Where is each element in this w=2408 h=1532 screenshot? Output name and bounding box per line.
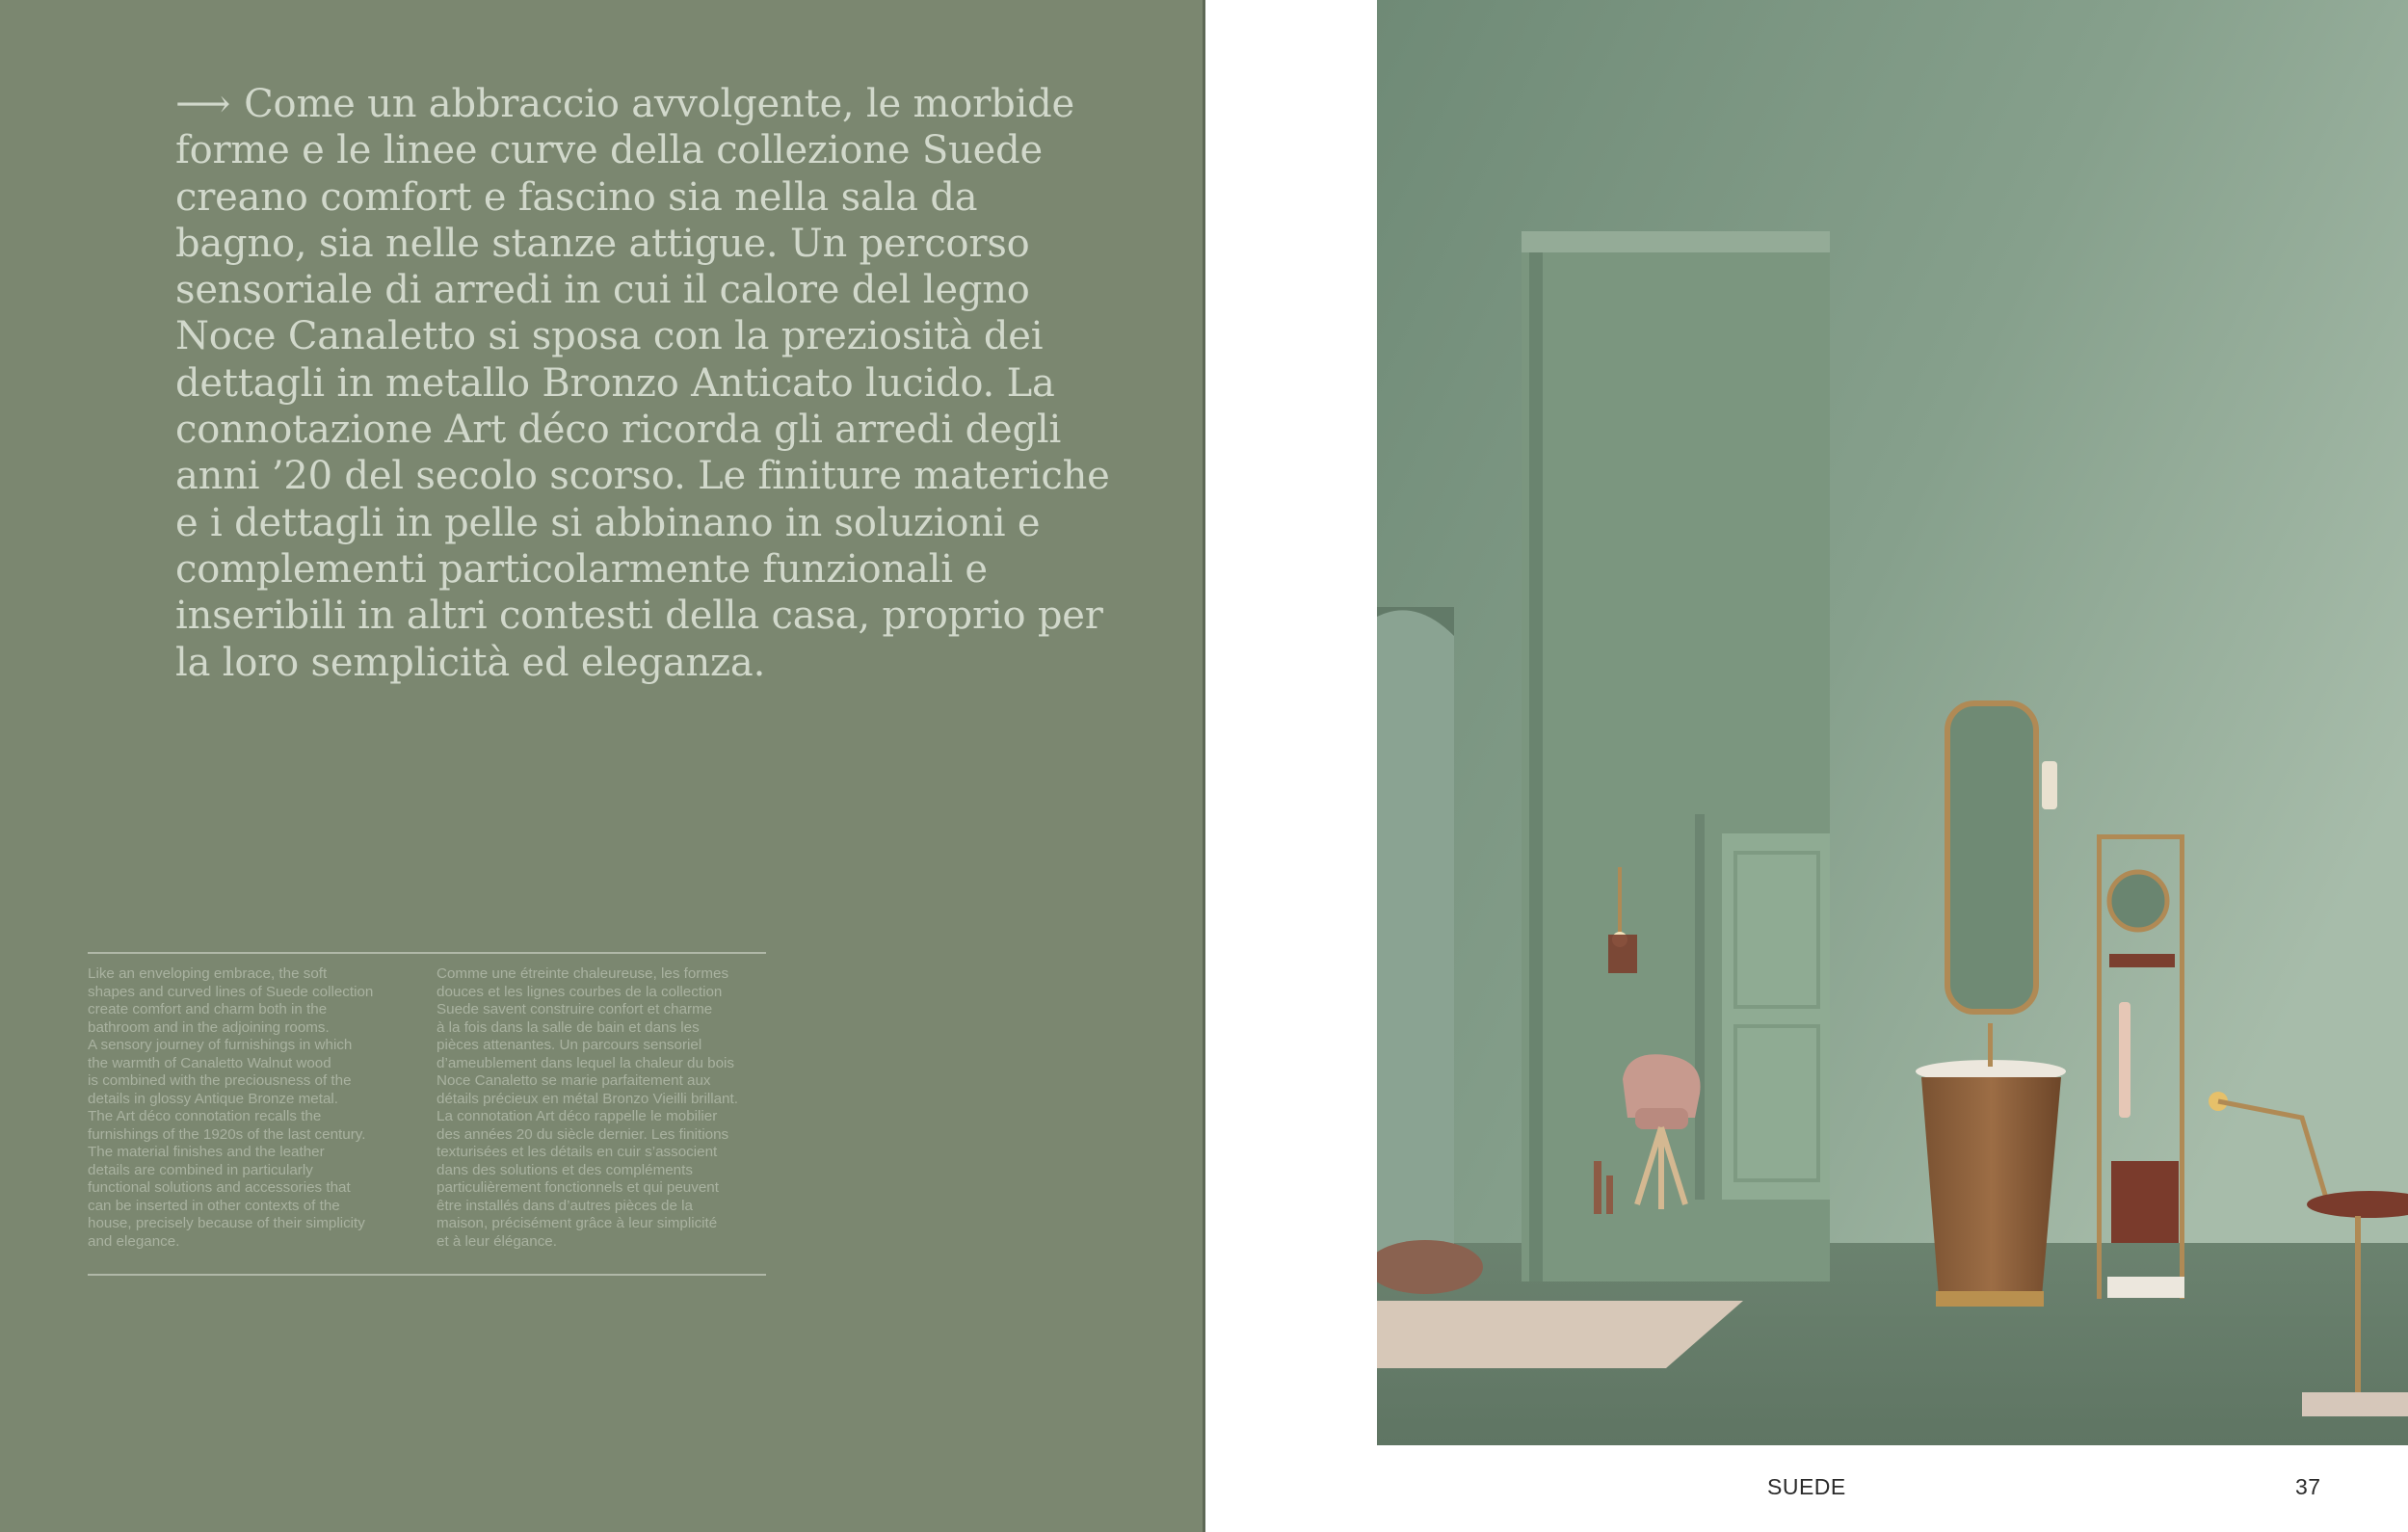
left-page	[0, 0, 1203, 1532]
lead-text: Come un abbraccio avvolgente, le morbide forme e le linee curve della collezione Suede creano comfort e fascino sia nella sala da bagno, sia nelle stanze attigue. Un percorso sensoriale di arredi in cui il calore del legno Noce Canaletto si sposa con la preziosità dei dettagli in metallo Bronzo Anticato lucido. La connotazione Art déco ricorda gli arredi degli anni ’20 del secolo scorso. Le finiture materiche e i dettagli in pelle si abbinano in soluzioni e complementi particolarmente funzionali e inseribili in altri contesti della casa, proprio per la loro semplicità ed eleganza.	[175, 82, 1110, 685]
french-text-column: Comme une étreinte chaleureuse, les formes douces et les lignes courbes de la collection Suede savent construire confort et charme à la fois dans la salle de bain et dans les pièces attenantes. Un parcours sensoriel d’ameublement dans lequel la chaleur du bois Noce Canaletto se marie parfaitement aux détails précieux en métal Bronzo Vieilli brillant. La connotation Art déco rappelle le mobilier des années 20 du siècle dernier. Les finitions texturisées et les détails en cuir s’associent dans des solutions et des compléments particulièrement fonctionnels et qui peuvent être installés dans d’autres pièces de la maison, précisément grâce à leur simplicité et à leur élégance.	[437, 965, 738, 1250]
divider-bottom	[88, 1274, 766, 1276]
english-text-column: Like an enveloping embrace, the soft shapes and curved lines of Suede collection create comfort and charm both in the bathroom and in the adjoining rooms. A sensory journey of furnishings in which the warmth of Canaletto Walnut wood is combined with the preciousness of the details in glossy Antique Bronze metal. The Art déco connotation recalls the furnishings of the 1920s of the last century. The material finishes and the leather details are combined in particularly functional solutions and accessories that can be inserted in other contexts of the house, precisely because of their simplicity and elegance.	[88, 965, 374, 1250]
bathroom-photo	[1377, 0, 2408, 1445]
arrow-icon: ⟶	[175, 82, 231, 126]
lead-paragraph	[175, 81, 1120, 686]
collection-name: SUEDE	[1767, 1474, 1846, 1499]
divider-top	[88, 952, 766, 954]
page-number: 37	[2295, 1474, 2321, 1499]
page-spine	[1203, 0, 1205, 1532]
